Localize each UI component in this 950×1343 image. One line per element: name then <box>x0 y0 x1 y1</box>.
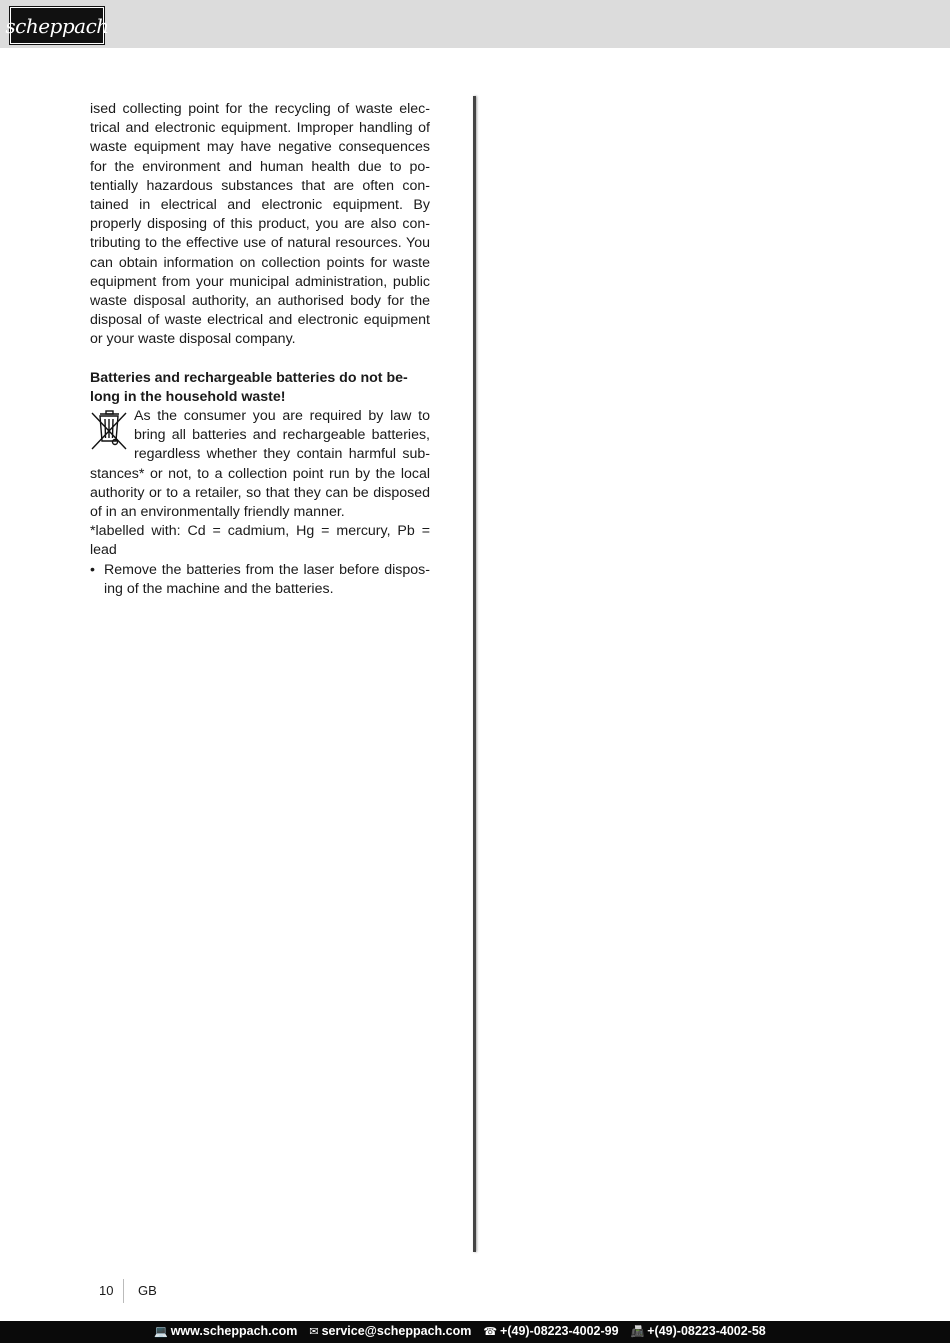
bullet-marker: • <box>90 561 95 578</box>
labelled-note: *labelled with: Cd = cadmium, Hg = mercury, Pb = lead <box>90 523 430 559</box>
contact-phone <box>483 1324 618 1338</box>
intro-paragraph: ised collecting point for the recycling of waste electrical and electronic equipment. Improper handling of waste equipment may have negative consequences for the environment and human health due to potentially hazardous substances that are often contained in electrical and electronic equipment. By properly disposing of this product, you are also contributing to the effective use of natural resources. You can obtain information on collection points for waste equipment from your municipal administration, public waste disposal authority, an authorised body for the disposal of waste electrical and electronic equipment or your waste disposal company. <box>90 101 430 348</box>
fax-text: +(49)-08223-4002-58 <box>647 1324 766 1338</box>
fax-icon: 📠 <box>630 1325 645 1338</box>
column-divider <box>473 96 476 1252</box>
paragraph-gap <box>90 350 430 369</box>
telephone-icon: ☎ <box>483 1325 498 1338</box>
header-band <box>0 0 950 48</box>
contact-website[interactable] <box>154 1324 297 1338</box>
left-column <box>90 100 430 599</box>
computer-icon: 💻 <box>154 1325 168 1338</box>
bullet-text: Remove the batteries from the laser before disposing of the machine and the batteries. <box>104 561 430 597</box>
contact-items <box>154 1324 766 1338</box>
bullet-item <box>90 561 430 599</box>
battery-disposal-block <box>90 407 430 522</box>
contact-fax <box>631 1324 766 1338</box>
page-number: 10 <box>99 1283 114 1298</box>
contact-email[interactable] <box>309 1324 471 1338</box>
email-text: service@scheppach.com <box>321 1324 472 1338</box>
battery-paragraph: As the consumer you are required by law to bring all batteries and rechargeable batteries, regardless whether they contain harmful substances* or not, to a collection point run by the local authority or to a retailer, so that they can be disposed of in an environmentally friendly manner. <box>90 408 430 521</box>
website-text: www.scheppach.com <box>170 1324 298 1338</box>
phone-text: +(49)-08223-4002-99 <box>500 1324 619 1338</box>
contact-bar <box>0 1321 950 1343</box>
page-number-separator <box>123 1279 124 1303</box>
envelope-icon: ✉ <box>309 1325 319 1338</box>
logo-text: scheppach <box>5 13 109 38</box>
battery-heading: Batteries and rechargeable batteries do not belong in the household waste! <box>90 369 408 405</box>
crossed-out-wheelie-bin-icon <box>90 409 128 451</box>
page-language: GB <box>138 1283 157 1298</box>
scheppach-logo <box>5 7 109 44</box>
